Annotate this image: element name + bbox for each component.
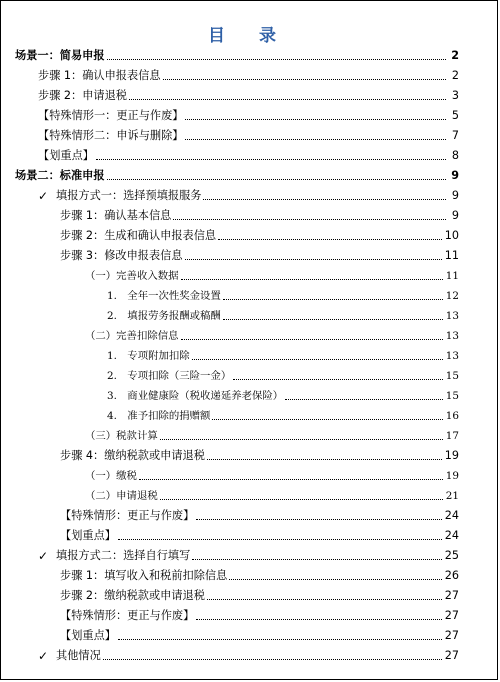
dot-leader — [139, 479, 443, 480]
toc-page-number: 25 — [444, 549, 459, 562]
dot-leader — [160, 439, 443, 440]
toc-entry-method-1-special-case[interactable] — [60, 508, 459, 524]
toc-entry-text: 1. 全年一次性奖金设置 — [107, 290, 221, 302]
toc-page-number: 13 — [445, 350, 459, 362]
toc-entry-scene-1-step-2[interactable] — [38, 88, 459, 104]
toc-entry-income-data[interactable] — [85, 268, 459, 284]
toc-entry-text: 4. 准予扣除的捐赠额 — [107, 410, 211, 422]
toc-entry-special-case-2[interactable] — [38, 128, 459, 144]
dot-leader — [192, 559, 441, 560]
dot-leader — [185, 119, 446, 120]
checkmark-icon: ✓ — [38, 649, 49, 663]
toc-page-number: 26 — [444, 569, 459, 582]
toc-entry-method-1-step-3[interactable] — [60, 248, 459, 264]
toc-entry-text: 填报方式一：选择预填报服务 — [56, 189, 202, 202]
toc-page-number: 19 — [444, 449, 459, 462]
toc-page-number: 7 — [451, 129, 459, 142]
dot-leader — [160, 499, 443, 500]
toc-page-number: 10 — [444, 229, 459, 242]
toc-entry-method-1[interactable] — [38, 188, 459, 204]
toc-page-number: 11 — [444, 249, 459, 262]
toc-entry-health-insurance[interactable] — [107, 388, 459, 404]
dot-leader — [129, 99, 446, 100]
toc-entry-text: （二）完善扣除信息 — [85, 330, 179, 342]
dot-leader — [218, 239, 442, 240]
toc-entry-text: 填报方式二：选择自行填写 — [56, 549, 191, 562]
toc-entry-method-2-special-case[interactable] — [60, 608, 459, 624]
toc-entry-text: 【特殊情形：更正与作废】 — [60, 609, 195, 622]
toc-page-number: 13 — [445, 330, 459, 342]
dot-leader — [118, 639, 442, 640]
toc-page-number: 15 — [445, 370, 459, 382]
toc-entry-text: 步骤 1：确认申报表信息 — [38, 69, 161, 82]
toc-entry-method-2-step-2[interactable] — [60, 588, 459, 604]
dot-leader — [163, 79, 446, 80]
toc-entry-text: 步骤 2：缴纳税款或申请退税 — [60, 589, 205, 602]
toc-page-number: 19 — [445, 470, 459, 482]
dot-leader — [212, 419, 442, 420]
toc-entry-text: （一）缴税 — [85, 470, 137, 482]
dot-leader — [181, 279, 443, 280]
dot-leader — [285, 399, 443, 400]
toc-page-number: 21 — [445, 490, 459, 502]
dot-leader — [107, 59, 446, 60]
toc-entry-text: 【划重点】 — [38, 149, 94, 162]
toc-entry-text: 步骤 2：申请退税 — [38, 89, 127, 102]
checkmark-icon: ✓ — [38, 189, 49, 203]
toc-entry-donation[interactable] — [107, 408, 459, 424]
toc-page-number: 16 — [445, 410, 459, 422]
dot-leader — [196, 619, 441, 620]
toc-page-number: 3 — [451, 89, 459, 102]
toc-entry-method-1-key-points[interactable] — [60, 528, 459, 544]
toc-entry-method-2-key-points[interactable] — [60, 628, 459, 644]
checkmark-icon: ✓ — [38, 549, 49, 563]
toc-entry-text: 2. 专项扣除（三险一金） — [107, 370, 232, 382]
toc-entry-text: 【特殊情形一：更正与作废】 — [38, 109, 184, 122]
toc-entry-text: 【划重点】 — [60, 629, 116, 642]
toc-entry-method-2[interactable] — [38, 548, 459, 564]
dot-leader — [192, 359, 443, 360]
toc-entry-text: 场景二：标准申报 — [15, 169, 105, 182]
toc-entry-scene-2[interactable] — [15, 168, 459, 184]
toc-entry-method-1-step-4[interactable] — [60, 448, 459, 464]
toc-entry-text: 步骤 4：缴纳税款或申请退税 — [60, 449, 205, 462]
toc-page-number: 12 — [445, 290, 459, 302]
toc-entry-text: 1. 专项附加扣除 — [107, 350, 190, 362]
toc-entry-text: 步骤 3：修改申报表信息 — [60, 249, 183, 262]
toc-entry-pay-tax[interactable] — [85, 468, 459, 484]
toc-entry-special-deduction[interactable] — [107, 368, 459, 384]
toc-page-number: 17 — [445, 430, 459, 442]
toc-entry-other[interactable] — [38, 648, 459, 664]
dot-leader — [233, 379, 443, 380]
toc-entry-text: （三）税款计算 — [85, 430, 158, 442]
toc-page-number: 27 — [444, 609, 459, 622]
toc-page-number: 9 — [451, 169, 459, 182]
toc-page-number: 8 — [451, 149, 459, 162]
toc-entry-apply-refund[interactable] — [85, 488, 459, 504]
toc-entry-text: 3. 商业健康险（税收递延养老保险） — [107, 390, 284, 402]
dot-leader — [185, 139, 446, 140]
toc-entry-text: 2. 填报劳务报酬或稿酬 — [107, 310, 221, 322]
toc-entry-text: （一）完善收入数据 — [85, 270, 179, 282]
toc-entry-text: 步骤 1：确认基本信息 — [60, 209, 172, 222]
dot-leader — [173, 219, 446, 220]
dot-leader — [207, 599, 442, 600]
toc-page-number: 27 — [444, 589, 459, 602]
dot-leader — [181, 339, 443, 340]
toc-entry-special-case-1[interactable] — [38, 108, 459, 124]
toc-entry-text: 其他情况 — [56, 649, 101, 662]
toc-entry-scene-1-step-1[interactable] — [38, 68, 459, 84]
dot-leader — [229, 579, 441, 580]
toc-entry-labor-remuneration[interactable] — [107, 308, 459, 324]
toc-page-number: 13 — [445, 310, 459, 322]
toc-entry-method-1-step-2[interactable] — [60, 228, 459, 244]
toc-entry-text: 【特殊情形二：申诉与删除】 — [38, 129, 184, 142]
toc-page-number: 2 — [451, 49, 459, 62]
toc-page-number: 24 — [444, 509, 459, 522]
toc-page-number: 9 — [451, 189, 459, 202]
toc-entry-text: （二）申请退税 — [85, 490, 158, 502]
toc-entry-method-1-step-1[interactable] — [60, 208, 459, 224]
toc-page-number: 15 — [445, 390, 459, 402]
page-title: 目 录 — [208, 26, 290, 46]
dot-leader — [196, 519, 441, 520]
dot-leader — [103, 659, 442, 660]
toc-page-number: 2 — [451, 69, 459, 82]
toc-entry-scene-1[interactable] — [15, 48, 459, 64]
dot-leader — [223, 319, 443, 320]
toc-entry-bonus-setting[interactable] — [107, 288, 459, 304]
dot-leader — [185, 259, 442, 260]
dot-leader — [107, 179, 446, 180]
toc-entry-text: 【划重点】 — [60, 529, 116, 542]
toc-entry-text: 【特殊情形：更正与作废】 — [60, 509, 195, 522]
toc-page-number: 27 — [444, 649, 459, 662]
toc-page-number: 11 — [445, 270, 459, 282]
toc-entry-tax-calculation[interactable] — [85, 428, 459, 444]
dot-leader — [223, 299, 443, 300]
toc-page-number: 9 — [451, 209, 459, 222]
toc-entry-special-additional-deduction[interactable] — [107, 348, 459, 364]
toc-entry-deduction-info[interactable] — [85, 328, 459, 344]
toc-entry-text: 场景一：简易申报 — [15, 49, 105, 62]
dot-leader — [203, 199, 446, 200]
dot-leader — [118, 539, 442, 540]
toc-page-number: 5 — [451, 109, 459, 122]
dot-leader — [207, 459, 442, 460]
toc-entry-method-2-step-1[interactable] — [60, 568, 459, 584]
toc-entry-text: 步骤 2：生成和确认申报表信息 — [60, 229, 217, 242]
toc-entry-key-points[interactable] — [38, 148, 459, 164]
toc-page-number: 27 — [444, 629, 459, 642]
dot-leader — [96, 159, 446, 160]
toc-entry-text: 步骤 1：填写收入和税前扣除信息 — [60, 569, 228, 582]
toc-page-number: 24 — [444, 529, 459, 542]
